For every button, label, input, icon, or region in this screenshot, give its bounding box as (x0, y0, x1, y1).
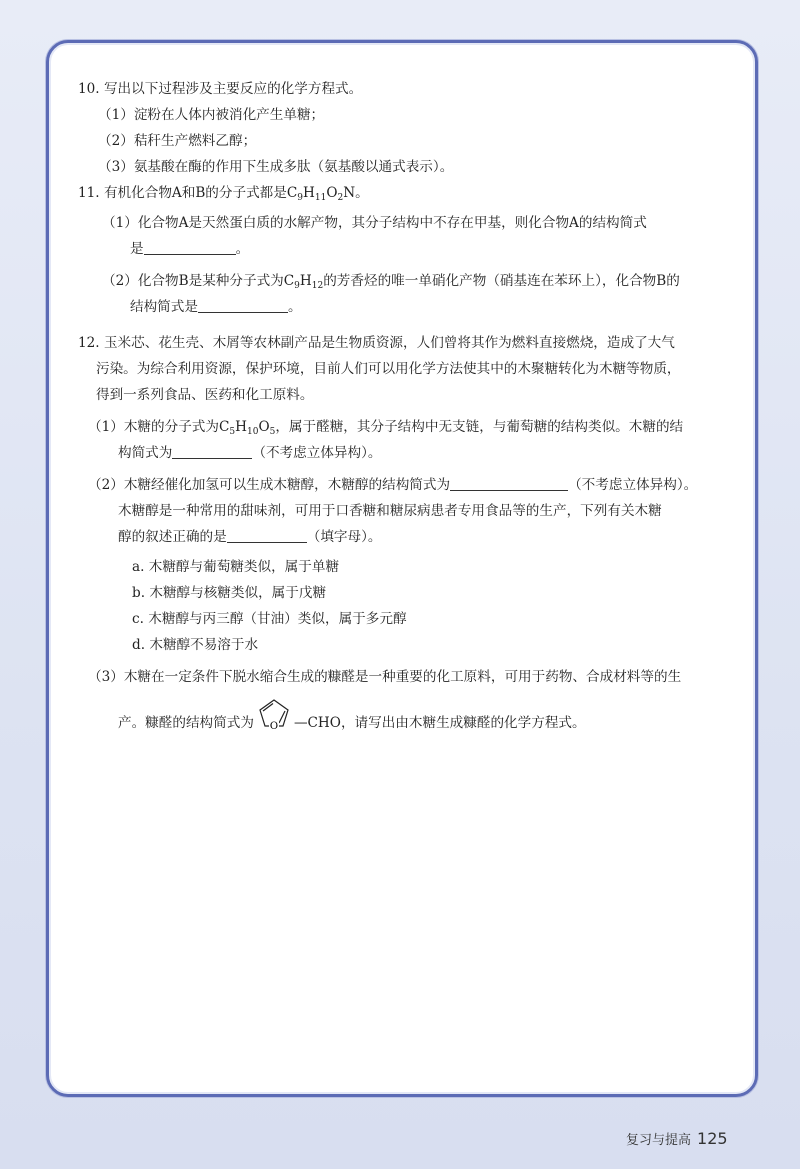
section-label: 复习与提高 (626, 1133, 692, 1148)
option-c: c. 木糖醇与丙三醇（甘油）类似，属于多元醇 (132, 611, 407, 627)
q11-part1-answer: 是 。 (78, 236, 738, 262)
page-footer (626, 1129, 728, 1148)
q11-title: 11. 有机化合物A和B的分子式都是$C_9H_{11}O_2N$。 (78, 185, 369, 203)
answer-blank[interactable] (172, 442, 252, 459)
molecular-formula: $C_5H_{10}O_5$ (219, 419, 276, 437)
q12-line: 污染。为综合利用资源，保护环境，目前人们可以用化学方法使其中的木聚糖转化为木糖等物质， (96, 361, 681, 377)
q10-item: （1）淀粉在人体内被消化产生单糖； (98, 107, 325, 123)
page-number: 125 (697, 1129, 728, 1148)
option-b: b. 木糖醇与核糖类似，属于戊糖 (132, 585, 327, 601)
answer-blank[interactable] (144, 238, 236, 255)
molecular-formula: $C_9H_{11}O_2N$ (286, 185, 356, 203)
q12-line: 得到一系列食品、医药和化工原料。 (96, 387, 314, 403)
ring-oxygen-label: O (269, 721, 279, 732)
q11-part2-answer: 结构简式是 。 (78, 294, 738, 320)
answer-blank[interactable] (227, 526, 307, 543)
q12-part2-answer: 醇的叙述正确的是 （填字母）。 (78, 524, 738, 550)
option-d: d. 木糖醇不易溶于水 (132, 637, 259, 653)
option-a: a. 木糖醇与葡萄糖类似，属于单糖 (132, 559, 340, 575)
furan-ring-icon (254, 696, 294, 751)
q12-part2-line: 木糖醇是一种常用的甜味剂，可用于口香糖和糖尿病患者专用食品等的生产，下列有关木糖 (118, 503, 662, 519)
q12-part2: （2）木糖经催化加氢可以生成木糖醇，木糖醇的结构简式为 （不考虑立体异构）。 (78, 472, 738, 498)
q12-line: 12. 玉米芯、花生壳、木屑等农林副产品是生物质资源，人们曾将其作为燃料直接燃烧，造成了大气 (78, 335, 675, 351)
exercise-content (78, 76, 738, 751)
q11-part2: （2）化合物B是某种分子式为$C_9H_{12}$的芳香烃的唯一单硝化产物（硝基连在苯环上），化合物B的 (102, 273, 680, 291)
q12-part1: （1）木糖的分子式为$C_5H_{10}O_5$，属于醛糖，其分子结构中无支链，与葡萄糖的结构类似。木糖的结 (88, 419, 684, 437)
q10-item: （2）秸秆生产燃料乙醇； (98, 133, 257, 149)
aldehyde-group: —CHO (293, 715, 341, 731)
q12-part1-answer: 构简式为 （不考虑立体异构）。 (78, 440, 738, 466)
q12-part3-structure: 产。糠醛的结构简式为 O —CHO，请写出由木糖生成糠醛的化学方程式。 (78, 696, 738, 751)
answer-blank[interactable] (450, 474, 568, 491)
answer-blank[interactable] (198, 296, 288, 313)
q11-part1: （1）化合物A是天然蛋白质的水解产物，其分子结构中不存在甲基，则化合物A的结构简式 (102, 215, 647, 231)
q10-title: 10. 写出以下过程涉及主要反应的化学方程式。 (78, 81, 363, 97)
q12-part3: （3）木糖在一定条件下脱水缩合生成的糠醛是一种重要的化工原料，可用于药物、合成材料等的生 (88, 669, 682, 685)
molecular-formula: $C_9H_{12}$ (283, 273, 324, 291)
q10-item: （3）氨基酸在酶的作用下生成多肽（氨基酸以通式表示）。 (98, 159, 454, 175)
